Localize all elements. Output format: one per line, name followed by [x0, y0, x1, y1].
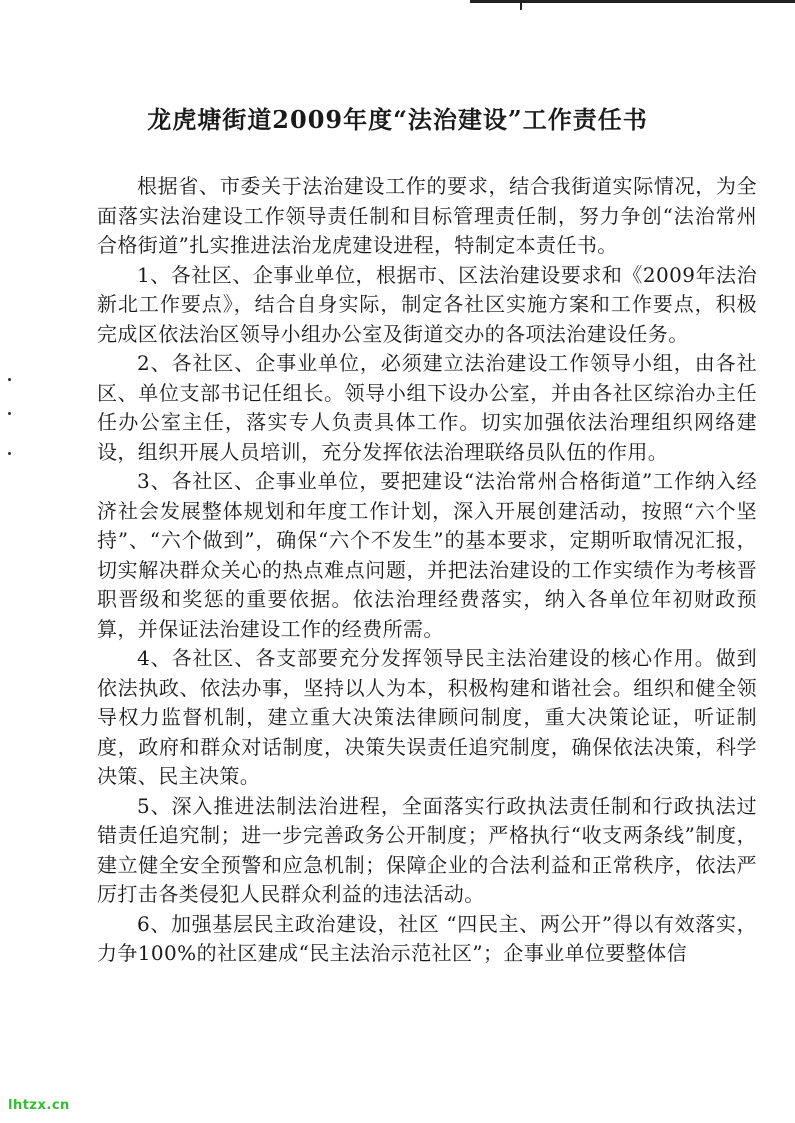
scan-edge-tick: [520, 0, 522, 10]
paragraph-item-2: 2、各社区、企事业单位，必须建立法治建设工作领导小组，由各社区、单位支部书记任组长。领导小组下设办公室，并由各社区综治办主任任办公室主任，落实专人负责具体工作。切实加强依法治理组织网络建设，组织开展人员培训，充分发挥依法治理联络员队伍的作用。: [97, 351, 757, 464]
paragraph-intro: 根据省、市委关于法治建设工作的要求，结合我街道实际情况，为全面落实法治建设工作领导责任制和目标管理责任制，努力争创“法治常州合格街道”扎实推进法治龙虎建设进程，特制定本责任书。: [97, 174, 757, 257]
scan-speck: [8, 412, 11, 415]
paragraph-item-3: 3、各社区、企事业单位，要把建设“法治常州合格街道”工作纳入经济社会发展整体规划和年度工作计划，深入开展创建活动，按照“六个坚持”、“六个做到”，确保“六个不发生”的基本要求，定期听取情况汇报，切实解决群众关心的热点难点问题，并把法治建设的工作实绩作为考核晋职晋级和奖惩的重要依据。依法治理经费落实，纳入各单位年初财政预算，并保证法治建设工作的经费所需。: [97, 469, 757, 641]
paragraph-item-6: 6、加强基层民主政治建设，社区 “四民主、两公开”得以有效落实，力争100%的社区建成“民主法治示范社区”；企事业单位要整体信: [97, 911, 757, 965]
paragraph-item-5: 5、深入推进法制法治进程，全面落实行政执法责任制和行政执法过错责任追究制；进一步完善政务公开制度；严格执行“收支两条线”制度，建立健全安全预警和应急机制；保障企业的合法利益和正常秩序，依法严厉打击各类侵犯人民群众利益的违法活动。: [97, 793, 757, 906]
paragraph-item-4: 4、各社区、各支部要充分发挥领导民主法治建设的核心作用。做到依法执政、依法办事，坚持以人为本，积极构建和谐社会。组织和健全领导权力监督机制，建立重大决策法律顾问制度，重大决策论证，听证制度，政府和群众对话制度，决策失误责任追究制度，确保依法决策，科学决策、民主决策。: [97, 646, 757, 788]
scan-speck: [8, 452, 11, 455]
paragraph-item-1: 1、各社区、企事业单位，根据市、区法治建设要求和《2009年法治新北工作要点》，结合自身实际，制定各社区实施方案和工作要点，积极完成区依法治区领导小组办公室及街道交办的各项法治建设任务。: [97, 262, 757, 346]
scan-speck: [8, 378, 11, 381]
document-body: [97, 172, 757, 969]
site-watermark: lhtzx.cn: [8, 1098, 70, 1113]
document-title: 龙虎塘街道2009年度“法治建设”工作责任书: [147, 105, 648, 134]
scan-edge-line: [470, 0, 795, 3]
